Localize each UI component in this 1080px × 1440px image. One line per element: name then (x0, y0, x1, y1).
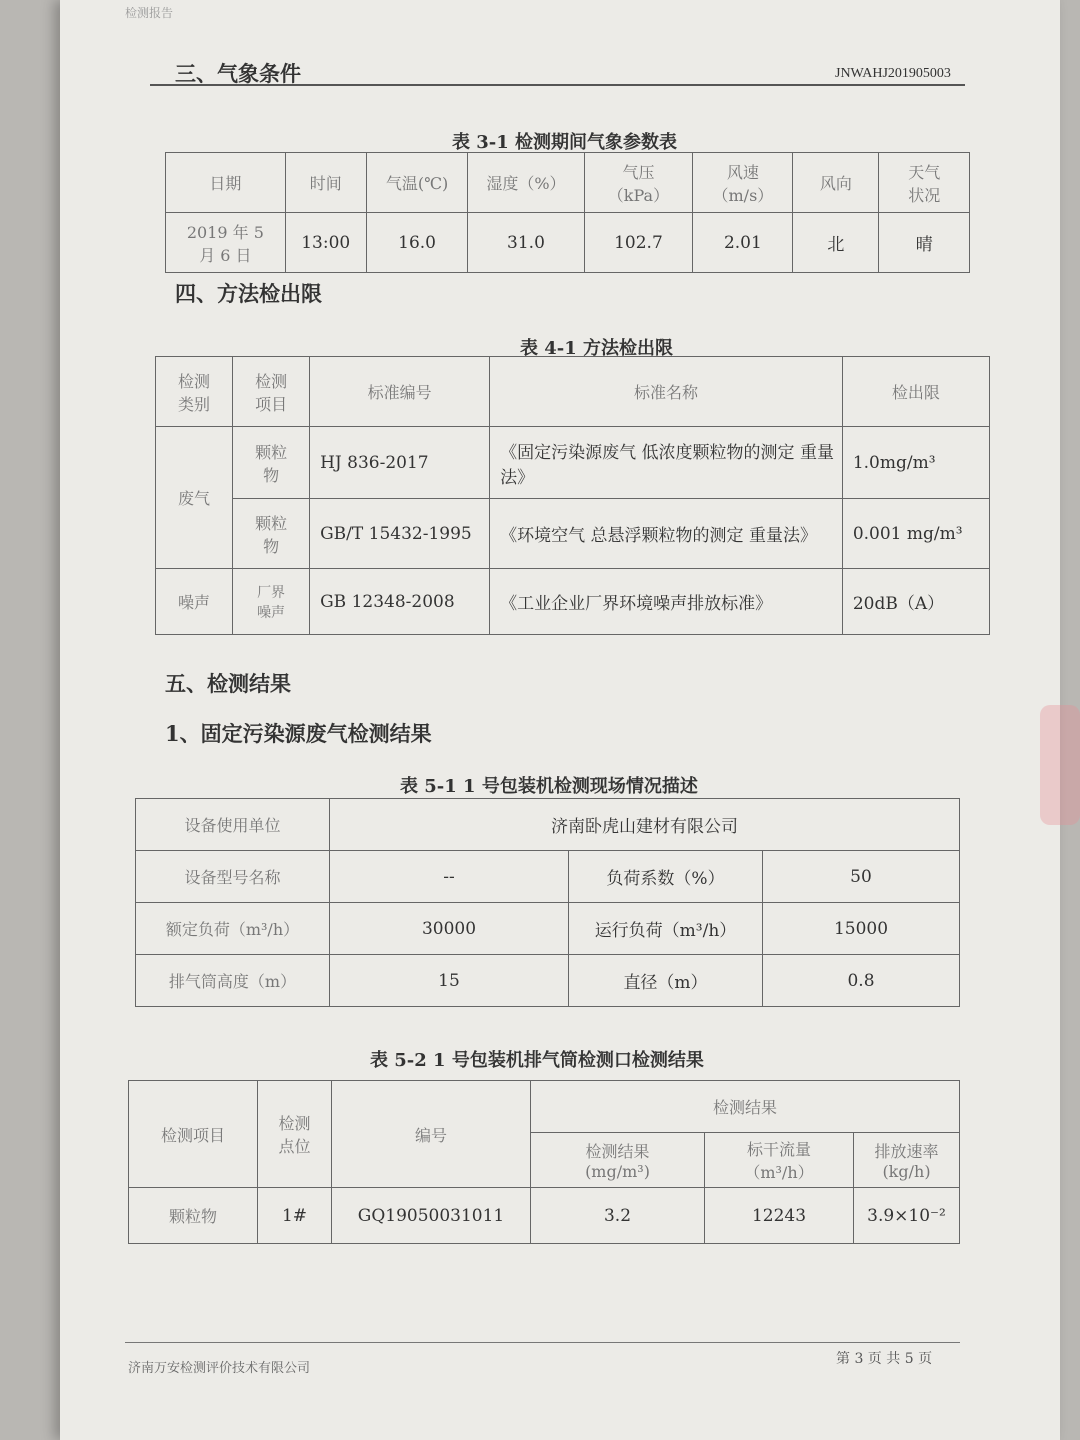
t2-point: 1# (258, 1188, 332, 1244)
table5-2-caption: 表 5-2 1 号包装机排气筒检测口检测结果 (370, 1050, 704, 1071)
weather-wind-dir: 北 (793, 213, 879, 273)
weather-data-row (166, 213, 970, 273)
weather-header-row (166, 153, 970, 213)
site-condition-table (135, 798, 960, 1007)
weather-h-time: 时间 (285, 153, 366, 213)
t2-code: GQ19050031011 (332, 1188, 531, 1244)
t2-item: 颗粒物 (129, 1188, 258, 1244)
limit-h-item: 检测 项目 (233, 357, 310, 427)
section5-title: 五、检测结果 (165, 671, 291, 696)
t1-unit-value: 济南卧虎山建材有限公司 (330, 799, 960, 851)
limit-h-std-no: 标准编号 (310, 357, 490, 427)
result-header-row-1 (129, 1081, 960, 1133)
t1-unit-label: 设备使用单位 (136, 799, 330, 851)
t2-h-point: 检测 点位 (258, 1081, 332, 1188)
weather-time: 13:00 (285, 213, 366, 273)
weather-date: 2019 年 5 月 6 日 (166, 213, 286, 273)
weather-condition: 晴 (879, 213, 970, 273)
weather-h-weather: 天气 状况 (879, 153, 970, 213)
t1-run-load-label: 运行负荷（m³/h） (569, 903, 763, 955)
weather-h-temp: 气温(℃) (366, 153, 468, 213)
limit-value: 0.001 mg/m³ (842, 499, 989, 569)
site-row-load (136, 903, 960, 955)
report-number: JNWAHJ201905003 (835, 66, 951, 81)
limit-value: 20dB（A） (842, 569, 989, 635)
weather-wind-speed: 2.01 (693, 213, 793, 273)
site-row-stack (136, 955, 960, 1007)
limit-h-std-name: 标准名称 (490, 357, 843, 427)
t2-h-flow: 标干流量 （m³/h） (705, 1133, 854, 1188)
t1-load-factor-label: 负荷系数（%） (569, 851, 763, 903)
footer-rule (125, 1342, 960, 1343)
limit-row (156, 499, 990, 569)
t1-diameter-value: 0.8 (763, 955, 960, 1007)
site-row-unit (136, 799, 960, 851)
limit-row (156, 569, 990, 635)
t2-h-rate: 排放速率 (kg/h) (854, 1133, 960, 1188)
weather-temp: 16.0 (366, 213, 468, 273)
weather-pressure: 102.7 (584, 213, 693, 273)
limit-item: 颗粒 物 (233, 499, 310, 569)
limit-cat-waste-gas: 废气 (156, 427, 233, 569)
t2-h-conc: 检测结果 (mg/m³) (531, 1133, 705, 1188)
limit-value: 1.0mg/m³ (842, 427, 989, 499)
limit-item: 厂界 噪声 (233, 569, 310, 635)
section5-subtitle: 1、固定污染源废气检测结果 (165, 721, 432, 746)
footer-page-number: 第 3 页 共 5 页 (836, 1351, 933, 1367)
t1-diameter-label: 直径（m） (569, 955, 763, 1007)
table5-1-caption: 表 5-1 1 号包装机检测现场情况描述 (400, 776, 698, 797)
weather-table (165, 152, 970, 273)
limit-std-name: 《工业企业厂界环境噪声排放标准》 (490, 569, 843, 635)
t1-load-factor-value: 50 (763, 851, 960, 903)
emission-result-table (128, 1080, 960, 1244)
weather-h-humidity: 湿度（%） (468, 153, 584, 213)
limit-row (156, 427, 990, 499)
detection-limit-table (155, 356, 990, 635)
t1-stack-height-value: 15 (330, 955, 569, 1007)
footer-company: 济南万安检测评价技术有限公司 (128, 1361, 311, 1376)
limit-std-name: 《固定污染源废气 低浓度颗粒物的测定 重量法》 (490, 427, 843, 499)
header-left-mark: 检测报告 (125, 6, 174, 20)
limit-std-no: HJ 836-2017 (310, 427, 490, 499)
t1-rated-load-label: 额定负荷（m³/h） (136, 903, 330, 955)
t2-h-results: 检测结果 (531, 1081, 960, 1133)
limit-cat-noise: 噪声 (156, 569, 233, 635)
limit-std-no: GB/T 15432-1995 (310, 499, 490, 569)
section3-title: 三、气象条件 (175, 61, 301, 86)
table4-1-caption: 表 4-1 方法检出限 (520, 338, 674, 359)
t2-h-code: 编号 (332, 1081, 531, 1188)
section4-title: 四、方法检出限 (175, 281, 322, 306)
limit-item: 颗粒 物 (233, 427, 310, 499)
t2-conc: 3.2 (531, 1188, 705, 1244)
table3-1-caption: 表 3-1 检测期间气象参数表 (452, 132, 678, 153)
t1-model-value: -- (330, 851, 569, 903)
weather-humidity: 31.0 (468, 213, 584, 273)
t2-flow: 12243 (705, 1188, 854, 1244)
limit-h-limit: 检出限 (842, 357, 989, 427)
limit-std-name: 《环境空气 总悬浮颗粒物的测定 重量法》 (490, 499, 843, 569)
result-data-row (129, 1188, 960, 1244)
limit-header-row (156, 357, 990, 427)
limit-std-no: GB 12348-2008 (310, 569, 490, 635)
t1-model-label: 设备型号名称 (136, 851, 330, 903)
weather-h-pressure: 气压 （kPa） (584, 153, 693, 213)
site-row-model (136, 851, 960, 903)
t1-rated-load-value: 30000 (330, 903, 569, 955)
red-seal-fragment (1040, 705, 1080, 825)
weather-h-date: 日期 (166, 153, 286, 213)
t2-h-item: 检测项目 (129, 1081, 258, 1188)
t1-stack-height-label: 排气筒高度（m） (136, 955, 330, 1007)
weather-h-wind-speed: 风速 （m/s） (693, 153, 793, 213)
weather-h-wind-dir: 风向 (793, 153, 879, 213)
limit-h-category: 检测 类别 (156, 357, 233, 427)
t1-run-load-value: 15000 (763, 903, 960, 955)
t2-rate: 3.9×10⁻² (854, 1188, 960, 1244)
